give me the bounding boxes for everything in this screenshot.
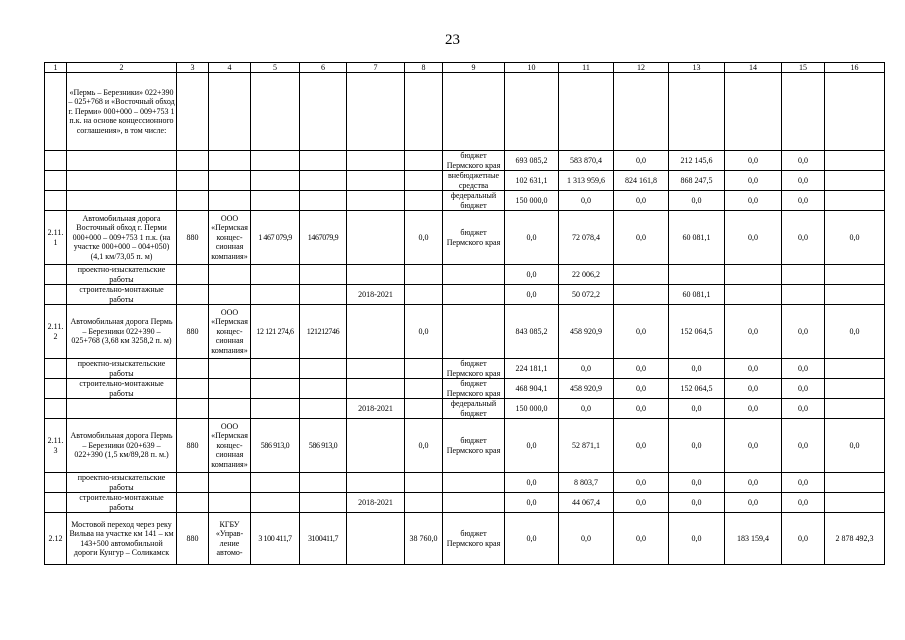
table-cell: 152 064,5 (669, 305, 725, 359)
table-cell: бюджет Пермского края (443, 211, 505, 265)
table-cell (725, 285, 782, 305)
table-cell (443, 473, 505, 493)
table-cell: бюджет Пермского края (443, 359, 505, 379)
table-cell (45, 493, 67, 513)
table-cell (251, 285, 300, 305)
table-cell: Автомобильная дорога Восточный обход г. Перми 000+000 – 009+753 1 п.к. (на участке 000+000 – 004+050) (4,1 км/73,05 п. м) (67, 211, 177, 265)
header-cell: 10 (505, 63, 559, 73)
table-cell: 0,0 (725, 151, 782, 171)
table-cell: 52 871,1 (559, 419, 614, 473)
table-cell (300, 191, 347, 211)
table-cell (177, 473, 209, 493)
table-cell: федеральный бюджет (443, 191, 505, 211)
table-cell (67, 151, 177, 171)
table-cell: 0,0 (505, 493, 559, 513)
table-cell: 44 067,4 (559, 493, 614, 513)
table-row (45, 191, 885, 211)
table-cell: 2018-2021 (347, 285, 405, 305)
table-cell: 212 145,6 (669, 151, 725, 171)
table-cell (177, 493, 209, 513)
table-cell: строительно-монтажные работы (67, 379, 177, 399)
table-cell (45, 359, 67, 379)
table-row (45, 73, 885, 151)
table-cell: 0,0 (669, 493, 725, 513)
table-cell: 150 000,0 (505, 399, 559, 419)
table-cell (45, 473, 67, 493)
table-cell: 0,0 (505, 211, 559, 265)
table-cell (825, 359, 885, 379)
table-cell (177, 191, 209, 211)
table-cell: 12 121 274,6 (251, 305, 300, 359)
header-cell: 11 (559, 63, 614, 73)
table-row (45, 473, 885, 493)
table-cell (405, 171, 443, 191)
table-cell: 458 920,9 (559, 305, 614, 359)
table-cell (825, 191, 885, 211)
table-cell: 0,0 (725, 493, 782, 513)
table-cell: 0,0 (669, 419, 725, 473)
table-cell: КГБУ «Управ-ление автомо- (209, 513, 251, 565)
header-cell: 4 (209, 63, 251, 73)
table-cell: 0,0 (614, 493, 669, 513)
table-cell (443, 265, 505, 285)
table-cell (614, 265, 669, 285)
table-cell (405, 493, 443, 513)
table-cell (177, 285, 209, 305)
table-cell (300, 171, 347, 191)
table-cell: 0,0 (614, 399, 669, 419)
table-cell: строительно-монтажные работы (67, 493, 177, 513)
budget-table (44, 62, 885, 565)
table-cell: бюджет Пермского края (443, 151, 505, 171)
table-cell: 0,0 (782, 359, 825, 379)
table-cell: 0,0 (614, 359, 669, 379)
table-cell (177, 265, 209, 285)
header-cell: 14 (725, 63, 782, 73)
table-cell (177, 399, 209, 419)
table-cell: 72 078,4 (559, 211, 614, 265)
table-cell: ООО «Пермская концес-сионная компания» (209, 211, 251, 265)
table-cell: 152 064,5 (669, 379, 725, 399)
table-cell (67, 399, 177, 419)
table-cell (825, 493, 885, 513)
table-cell: 121212746 (300, 305, 347, 359)
table-cell (45, 379, 67, 399)
table-cell: «Пермь – Березники» 022+390 – 025+768 и «Восточный обход г. Перми» 000+000 – 009+753 1 п.к. на основе концессионного соглашения», в том числе: (67, 73, 177, 151)
table-cell: 0,0 (614, 191, 669, 211)
table-cell (405, 285, 443, 305)
table-cell (300, 473, 347, 493)
table-cell (67, 191, 177, 211)
table-cell (725, 265, 782, 285)
header-cell: 13 (669, 63, 725, 73)
table-cell (251, 399, 300, 419)
table-cell (209, 359, 251, 379)
table-cell (825, 473, 885, 493)
table-cell (300, 285, 347, 305)
table-cell: 586 913,0 (251, 419, 300, 473)
table-cell (209, 171, 251, 191)
table-cell (347, 191, 405, 211)
table-cell: бюджет Пермского края (443, 379, 505, 399)
table-cell (177, 379, 209, 399)
table-cell (300, 265, 347, 285)
table-cell (825, 171, 885, 191)
table-cell (405, 191, 443, 211)
table-cell (669, 265, 725, 285)
table-cell: проектно-изыскательские работы (67, 473, 177, 493)
table-cell: 880 (177, 419, 209, 473)
header-cell: 16 (825, 63, 885, 73)
table-cell: строительно-монтажные работы (67, 285, 177, 305)
table-cell (443, 285, 505, 305)
table-row (45, 513, 885, 565)
table-cell: 824 161,8 (614, 171, 669, 191)
table-cell: 50 072,2 (559, 285, 614, 305)
table-cell: 0,0 (505, 473, 559, 493)
table-row (45, 211, 885, 265)
table-cell: 0,0 (782, 305, 825, 359)
table-cell: 0,0 (669, 359, 725, 379)
table-cell (825, 379, 885, 399)
table-cell (825, 285, 885, 305)
table-cell: 0,0 (669, 399, 725, 419)
table-cell: 3100411,7 (300, 513, 347, 565)
table-cell (614, 285, 669, 305)
table-cell (825, 399, 885, 419)
table-cell: 0,0 (782, 151, 825, 171)
table-cell (347, 473, 405, 493)
table-cell (614, 73, 669, 151)
table-cell (825, 265, 885, 285)
table-row (45, 493, 885, 513)
table-row (45, 419, 885, 473)
table-cell (300, 493, 347, 513)
table-cell (405, 399, 443, 419)
table-cell (209, 191, 251, 211)
table-cell: 0,0 (559, 513, 614, 565)
table-row (45, 151, 885, 171)
table-cell: 843 085,2 (505, 305, 559, 359)
table-cell (251, 379, 300, 399)
table-cell (347, 73, 405, 151)
table-cell: 0,0 (725, 171, 782, 191)
table-cell (405, 151, 443, 171)
table-cell (405, 73, 443, 151)
table-cell: 2.11.1 (45, 211, 67, 265)
table-cell: проектно-изыскательские работы (67, 359, 177, 379)
header-cell: 3 (177, 63, 209, 73)
table-cell (209, 265, 251, 285)
table-cell (45, 73, 67, 151)
table-cell: 1467079,9 (300, 211, 347, 265)
table-cell: 0,0 (505, 513, 559, 565)
table-cell: 0,0 (782, 513, 825, 565)
table-cell (782, 265, 825, 285)
table-cell: 586 913,0 (300, 419, 347, 473)
table-cell: 0,0 (505, 285, 559, 305)
table-cell: 0,0 (725, 399, 782, 419)
table-cell (505, 73, 559, 151)
table-cell: 0,0 (505, 419, 559, 473)
header-cell: 5 (251, 63, 300, 73)
table-cell (559, 73, 614, 151)
table-row (45, 171, 885, 191)
table-cell: 0,0 (559, 191, 614, 211)
table-cell (443, 73, 505, 151)
table-cell (251, 191, 300, 211)
table-cell: 2.11.3 (45, 419, 67, 473)
table-cell: 0,0 (782, 399, 825, 419)
table-cell: 60 081,1 (669, 211, 725, 265)
table-cell (347, 171, 405, 191)
table-cell (45, 191, 67, 211)
table-cell (300, 359, 347, 379)
table-cell (347, 305, 405, 359)
table-cell: 693 085,2 (505, 151, 559, 171)
table-cell: 0,0 (782, 379, 825, 399)
table-cell (209, 285, 251, 305)
table-cell: 0,0 (782, 493, 825, 513)
table-cell (45, 265, 67, 285)
table-cell (177, 151, 209, 171)
table-cell: 0,0 (614, 473, 669, 493)
table-cell: 0,0 (825, 419, 885, 473)
table-cell: 0,0 (725, 305, 782, 359)
table-cell (347, 151, 405, 171)
table-cell (251, 359, 300, 379)
table-cell: 0,0 (614, 379, 669, 399)
table-cell: 102 631,1 (505, 171, 559, 191)
table-cell (825, 151, 885, 171)
table-cell: федеральный бюджет (443, 399, 505, 419)
table-cell (725, 73, 782, 151)
table-cell: 8 803,7 (559, 473, 614, 493)
table-cell (177, 171, 209, 191)
table-cell (443, 493, 505, 513)
table-cell: 2 878 492,3 (825, 513, 885, 565)
table-cell: 0,0 (782, 473, 825, 493)
table-cell (300, 151, 347, 171)
table-cell: 0,0 (782, 211, 825, 265)
header-row (45, 63, 885, 73)
table-cell: 3 100 411,7 (251, 513, 300, 565)
table-cell (251, 265, 300, 285)
table-cell: 2018-2021 (347, 493, 405, 513)
table-cell (405, 265, 443, 285)
header-cell: 6 (300, 63, 347, 73)
table-cell: 0,0 (614, 211, 669, 265)
table-cell: 0,0 (725, 473, 782, 493)
table-cell: 583 870,4 (559, 151, 614, 171)
table-cell (669, 73, 725, 151)
table-cell: 0,0 (614, 151, 669, 171)
header-cell: 2 (67, 63, 177, 73)
table-cell (251, 73, 300, 151)
table-cell: 0,0 (405, 211, 443, 265)
table-cell (300, 399, 347, 419)
table-cell: внебюджетные средства (443, 171, 505, 191)
table-cell (347, 211, 405, 265)
table-cell (405, 473, 443, 493)
table-cell: Мостовой переход через реку Вильва на участке км 141 – км 143+500 автомобильной дороги Кунгур – Соликамск (67, 513, 177, 565)
table-cell: 60 081,1 (669, 285, 725, 305)
table-cell (209, 379, 251, 399)
table-cell (347, 419, 405, 473)
table-cell (300, 73, 347, 151)
table-cell: 0,0 (669, 191, 725, 211)
table-cell: 150 000,0 (505, 191, 559, 211)
table-cell: 880 (177, 211, 209, 265)
table-cell: 1 313 959,6 (559, 171, 614, 191)
table-cell (405, 359, 443, 379)
table-row (45, 285, 885, 305)
table-cell (251, 493, 300, 513)
table-cell (45, 399, 67, 419)
table-cell: 0,0 (669, 513, 725, 565)
table-cell (251, 151, 300, 171)
header-cell: 9 (443, 63, 505, 73)
table-cell (45, 285, 67, 305)
table-cell (347, 379, 405, 399)
header-cell: 12 (614, 63, 669, 73)
table-cell (209, 493, 251, 513)
table-cell (782, 73, 825, 151)
table-cell: Автомобильная дорога Пермь – Березники 020+639 – 022+390 (1,5 км/89,28 п. м.) (67, 419, 177, 473)
table-row (45, 379, 885, 399)
table-row (45, 359, 885, 379)
table-cell (45, 151, 67, 171)
table-row (45, 399, 885, 419)
table-cell: 880 (177, 513, 209, 565)
table-cell: 22 006,2 (559, 265, 614, 285)
header-cell: 1 (45, 63, 67, 73)
table-cell (209, 399, 251, 419)
table-cell: 0,0 (725, 359, 782, 379)
table-cell (347, 513, 405, 565)
table-cell: 1 467 079,9 (251, 211, 300, 265)
table-cell: 0,0 (825, 211, 885, 265)
table-cell: Автомобильная дорога Пермь – Березники 022+390 – 025+768 (3,68 км 3258,2 п. м) (67, 305, 177, 359)
table-row (45, 265, 885, 285)
table-cell (443, 305, 505, 359)
table-cell: 0,0 (725, 379, 782, 399)
table-cell: бюджет Пермского края (443, 513, 505, 565)
table-cell (209, 473, 251, 493)
table-cell: 468 904,1 (505, 379, 559, 399)
table-cell: 0,0 (614, 419, 669, 473)
page-number: 23 (445, 32, 460, 48)
header-cell: 15 (782, 63, 825, 73)
table-cell: 0,0 (669, 473, 725, 493)
table-cell: 0,0 (405, 305, 443, 359)
table-cell: 0,0 (782, 191, 825, 211)
table-cell: 0,0 (725, 419, 782, 473)
table-cell: 2.12 (45, 513, 67, 565)
table-cell: 224 181,1 (505, 359, 559, 379)
table-cell: 0,0 (614, 513, 669, 565)
table-cell: 0,0 (725, 211, 782, 265)
table-cell: 0,0 (782, 419, 825, 473)
table-cell: 2.11.2 (45, 305, 67, 359)
table-cell: 0,0 (782, 171, 825, 191)
table-cell (347, 359, 405, 379)
table-cell (209, 151, 251, 171)
table-cell: 0,0 (505, 265, 559, 285)
table-cell: 0,0 (725, 191, 782, 211)
table-cell: 0,0 (559, 399, 614, 419)
table-cell: 458 920,9 (559, 379, 614, 399)
table-cell: проектно-изыскательские работы (67, 265, 177, 285)
table-cell (300, 379, 347, 399)
table-cell (782, 285, 825, 305)
table-cell: ООО «Пермская концес-сионная компания» (209, 305, 251, 359)
table-row (45, 305, 885, 359)
table-cell: 0,0 (614, 305, 669, 359)
table-cell (251, 473, 300, 493)
table-cell (177, 359, 209, 379)
table-cell (67, 171, 177, 191)
table-cell (347, 265, 405, 285)
table-cell: 0,0 (559, 359, 614, 379)
header-cell: 8 (405, 63, 443, 73)
table-cell: 868 247,5 (669, 171, 725, 191)
table-cell: 183 159,4 (725, 513, 782, 565)
table-cell: 0,0 (405, 419, 443, 473)
table-cell: 38 760,0 (405, 513, 443, 565)
table-cell: 2018-2021 (347, 399, 405, 419)
table-cell: 880 (177, 305, 209, 359)
table-cell (177, 73, 209, 151)
table-cell (45, 171, 67, 191)
header-cell: 7 (347, 63, 405, 73)
table-cell: ООО «Пермская концес-сионная компания» (209, 419, 251, 473)
table-cell (825, 73, 885, 151)
table-cell (209, 73, 251, 151)
table-cell: бюджет Пермского края (443, 419, 505, 473)
table-cell (405, 379, 443, 399)
table-cell (251, 171, 300, 191)
table-cell: 0,0 (825, 305, 885, 359)
